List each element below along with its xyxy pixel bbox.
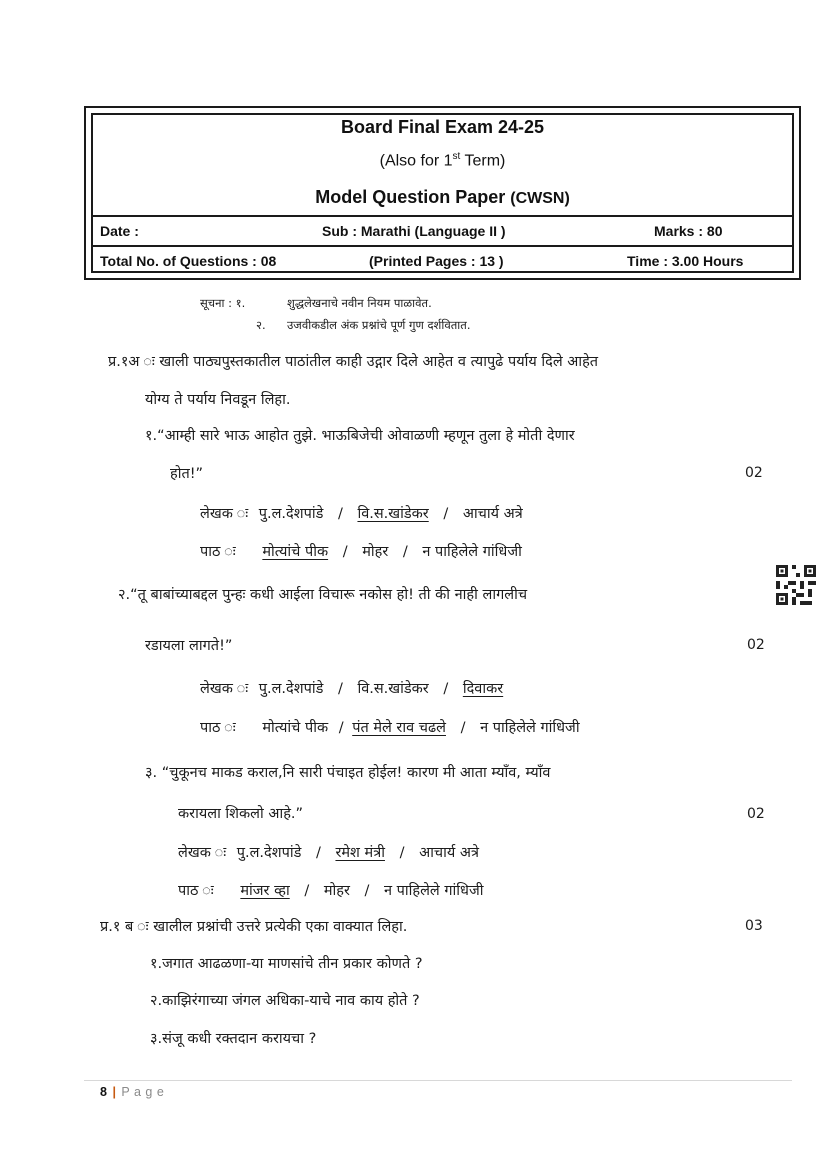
option-separator: / xyxy=(460,720,466,736)
option-separator: / xyxy=(399,845,405,861)
q1a-heading-cont: योग्य ते पर्याय निवडून लिहा. xyxy=(145,392,291,408)
option-separator: / xyxy=(443,506,449,522)
lesson-option: मोहर xyxy=(323,883,350,899)
author-option-correct: रमेश मंत्री xyxy=(335,845,385,861)
term-note-suffix: Term) xyxy=(460,152,506,170)
option-separator: / xyxy=(337,506,343,522)
q1a-item1-author-row xyxy=(200,503,523,523)
footer-separator: | xyxy=(112,1085,116,1099)
instruction-2: उजवीकडील अंक प्रश्नांचे पूर्ण गुण दर्शवितात. xyxy=(287,318,471,332)
author-option-correct: दिवाकर xyxy=(462,681,504,697)
q1a-heading: प्र.१अ ः खाली पाठ्यपुस्तकातील पाठांतील काही उद्गार दिले आहेत व त्यापुढे पर्याय दिले आहेत xyxy=(108,354,599,370)
author-option: पु.ल.देशपांडे xyxy=(258,681,324,697)
lesson-option: न पाहिलेले गांधिजी xyxy=(422,544,522,560)
lesson-option: न पाहिलेले गांधिजी xyxy=(384,883,484,899)
page-label: P a g e xyxy=(121,1085,165,1099)
author-label: लेखक ः xyxy=(200,506,249,522)
q1b-marks: 03 xyxy=(745,918,763,934)
q1a-item2-quote-line1: २.“तू बाबांच्याबद्दल पुन्हः कधी आईला विचारू नकोस हो! ती की नाही लागलीच xyxy=(118,587,528,603)
q1a-item3-author-row xyxy=(178,842,479,862)
option-separator: / xyxy=(342,544,348,560)
time-label: Time : 3.00 Hours xyxy=(627,253,744,269)
paper-tag: (CWSN) xyxy=(510,190,570,207)
term-note xyxy=(0,151,827,170)
q1b-question-2: २.काझिरंगाच्या जंगल अधिका-याचे नाव काय होते ? xyxy=(150,993,420,1009)
lesson-option-correct: मोत्यांचे पीक xyxy=(262,544,329,560)
paper-title-main: Model Question Paper xyxy=(315,187,511,207)
subject-label: Sub : Marathi (Language II ) xyxy=(322,223,506,239)
lesson-label: पाठ ः xyxy=(200,720,236,736)
term-note-sup: st xyxy=(452,151,461,162)
option-separator: / xyxy=(443,681,449,697)
lesson-option: न पाहिलेले गांधिजी xyxy=(480,720,580,736)
page-footer xyxy=(100,1085,164,1099)
q1a-item2-quote-line2: रडायला लागते!” xyxy=(145,638,233,654)
term-note-prefix: (Also for 1 xyxy=(379,152,453,170)
author-option: आचार्य अत्रे xyxy=(419,845,479,861)
q1a-item1-quote-line2: होत!” xyxy=(170,466,204,482)
footer-divider xyxy=(84,1080,792,1081)
instruction-2-number: २. xyxy=(256,318,266,332)
q1b-question-1: १.जगात आढळणा-या माणसांचे तीन प्रकार कोणते ? xyxy=(150,956,423,972)
marks-label: Marks : 80 xyxy=(654,223,723,239)
author-option: आचार्य अत्रे xyxy=(462,506,523,522)
q1a-item1-marks: 02 xyxy=(745,465,763,481)
q1a-item2-marks: 02 xyxy=(747,637,765,653)
header-divider-top xyxy=(93,215,792,217)
author-option: वि.स.खांडेकर xyxy=(357,681,429,697)
author-option: पु.ल.देशपांडे xyxy=(236,845,302,861)
total-questions: Total No. of Questions : 08 xyxy=(100,253,277,269)
lesson-option: मोहर xyxy=(362,544,389,560)
header-divider-bottom xyxy=(93,245,792,247)
option-separator: / xyxy=(315,845,321,861)
q1b-heading: प्र.१ ब ः खालील प्रश्नांची उत्तरे प्रत्येकी एका वाक्यात लिहा. xyxy=(100,919,408,935)
option-separator: / xyxy=(304,883,310,899)
lesson-option: मोत्यांचे पीक xyxy=(262,720,329,736)
q1a-item1-lesson-row xyxy=(200,541,522,561)
author-label: लेखक ः xyxy=(178,845,227,861)
page-number: 8 xyxy=(100,1085,107,1099)
q1a-item1-quote-line1: १.“आम्ही सारे भाऊ आहोत तुझे. भाऊबिजेची ओवाळणी म्हणून तुला हे मोती देणार xyxy=(145,428,575,444)
q1a-item2-lesson-row xyxy=(200,717,580,737)
lesson-option-correct: पंत मेले राव चढले xyxy=(352,720,446,736)
q1a-item3-quote-line2: करायला शिकलो आहे.” xyxy=(178,806,304,822)
q1b-question-3: ३.संजू कधी रक्तदान करायचा ? xyxy=(150,1031,317,1047)
option-separator: / xyxy=(337,681,343,697)
option-separator: / xyxy=(338,720,344,736)
author-option: पु.ल.देशपांडे xyxy=(258,506,324,522)
instructions-label: सूचना : १. xyxy=(200,296,246,310)
lesson-option-correct: मांजर व्हा xyxy=(240,883,290,899)
option-separator: / xyxy=(402,544,408,560)
paper-title xyxy=(0,187,827,208)
instruction-1: शुद्धलेखनाचे नवीन नियम पाळावेत. xyxy=(287,296,432,310)
exam-title: Board Final Exam 24-25 xyxy=(340,117,545,137)
option-separator: / xyxy=(364,883,370,899)
q1a-item3-quote-line1: ३. “चुकूनच माकड कराल,नि सारी पंचाइत होईल! कारण मी आता म्याँव, म्याँव xyxy=(145,765,551,781)
printed-pages: (Printed Pages : 13 ) xyxy=(369,253,504,269)
lesson-label: पाठ ः xyxy=(178,883,214,899)
author-label: लेखक ः xyxy=(200,681,249,697)
q1a-item3-lesson-row xyxy=(178,880,483,900)
q1a-item2-author-row xyxy=(200,678,503,698)
q1a-item3-marks: 02 xyxy=(747,806,765,822)
author-option-correct: वि.स.खांडेकर xyxy=(357,506,429,522)
date-label: Date : xyxy=(100,223,139,239)
lesson-label: पाठ ः xyxy=(200,544,236,560)
qr-code-icon xyxy=(776,565,816,605)
